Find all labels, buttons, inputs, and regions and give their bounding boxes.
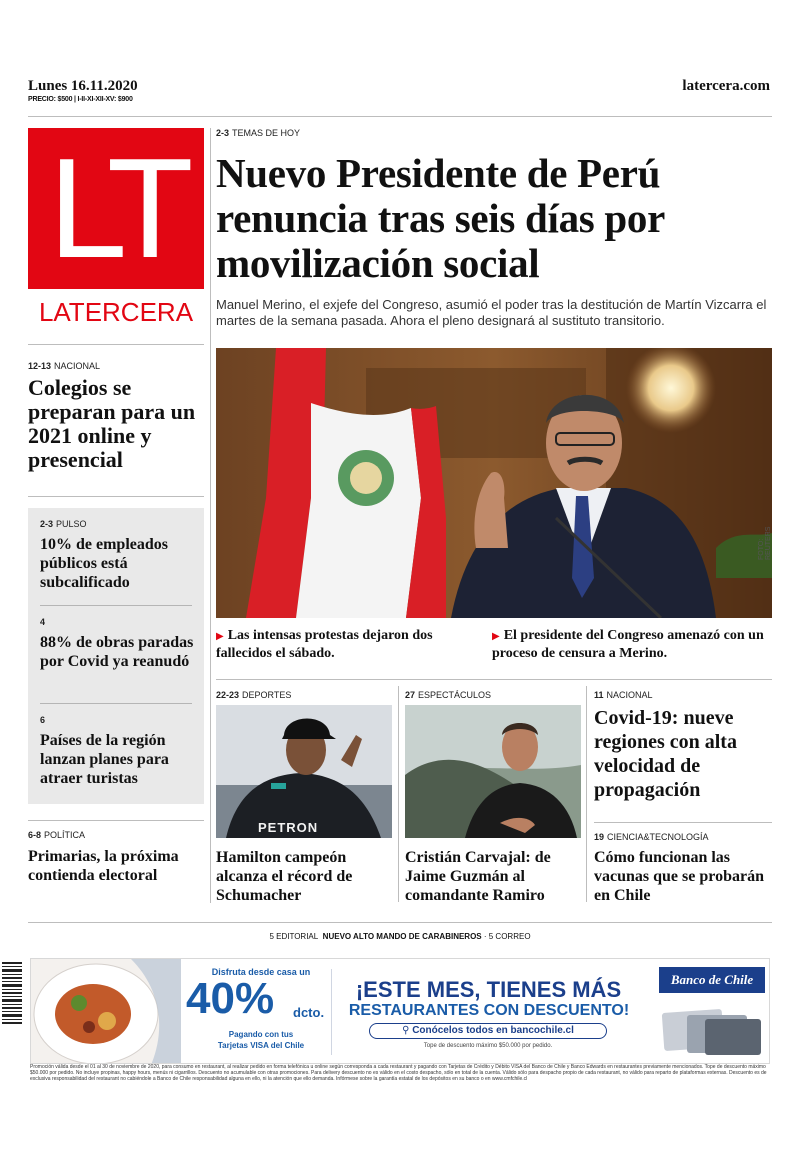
bank-logo[interactable]: Banco de Chile — [659, 967, 765, 993]
vaccines-headline[interactable]: Cómo funcionan las vacunas que se probarán en Chile — [594, 849, 764, 904]
website-link[interactable]: latercera.com — [682, 78, 770, 94]
ad-dcto: dcto. — [293, 1005, 325, 1020]
pulso-rule-2 — [40, 703, 192, 704]
pulso-kicker-3: 6 — [40, 715, 46, 725]
lower-divider-1 — [398, 686, 399, 902]
left-rule-2 — [28, 496, 204, 497]
lead-bullet-2[interactable]: ▶ El presidente del Congreso amenazó con un proceso de censura a Merino. — [492, 628, 764, 661]
entertainment-headline[interactable]: Cristián Carvajal: de Jaime Guzmán al comandante Ramiro — [405, 849, 551, 904]
left-top-kicker: 12-13 NACIONAL — [28, 361, 101, 371]
logo-wordmark: LATERCERA — [38, 297, 194, 327]
left-bottom-kicker: 6-8 POLÍTICA — [28, 830, 86, 840]
hamilton-image — [216, 705, 392, 838]
pulso-headline-2[interactable]: 88% de obras paradas por Covid ya reanudó — [40, 634, 194, 670]
photo-credit: FOTO: REUTERS — [758, 526, 772, 560]
lower-divider-2 — [586, 686, 587, 902]
national-kicker: 11 NACIONAL — [594, 690, 653, 700]
bullet-triangle-icon: ▶ — [216, 631, 224, 642]
pulso-headline-1[interactable]: 10% de empleados públicos está subcalificado — [40, 536, 168, 591]
logo-letters: LT — [48, 129, 184, 288]
merino-speech-photo — [216, 348, 772, 618]
lead-photo[interactable] — [216, 348, 772, 618]
ad-fine-print: Promoción válida desde el 01 al 30 de noviembre de 2020, para consumo en restaurant, al realizar pedido en forma telefónica u online según corresponda a cada restaurant y pagando con Tarjetas de Crédito y Débito VISA del Banco de Chile y Banco Edwards en restaurantes previamente mencionados. Tope de descuento máximo $50.000 por pedido. No incluye propinas, happy hours, menús ni cigarrillos. Descuento no acumulable con otras promociones. Para delivery descuento no es válido en el costo despacho, sólo en total de la cuenta. Válido sólo para despacho propio de cada restaurant, no válido para reparto de plataformas externas. Descuento es de exclusiva responsabilidad del restaurant no cabiéndole a Banco de Chile responsabilidad alguna en ello, ni la atención que ello demanda. Infórmese sobre la garantía estatal de los depósitos en su banco o en www.cmfchile.cl — [30, 1064, 767, 1082]
bullet-triangle-icon: ▶ — [492, 631, 500, 642]
left-top-headline[interactable]: Colegios se preparan para un 2021 online y presencial — [28, 375, 196, 472]
ad-percent: 40% — [186, 974, 275, 1023]
sports-headline[interactable]: Hamilton campeón alcanza el récord de Schumacher — [216, 849, 353, 904]
ad-link-button[interactable]: ⚲ Conócelos todos en bancochile.cl — [369, 1023, 607, 1039]
sports-kicker: 22-23 DEPORTES — [216, 690, 292, 700]
ad-big-line-2: RESTAURANTES CON DESCUENTO! — [348, 1002, 630, 1019]
column-divider — [210, 128, 211, 903]
lead-headline[interactable]: Nuevo Presidente de Perú renuncia tras seis días por movilización social — [216, 150, 665, 286]
hamilton-photo[interactable] — [216, 705, 392, 838]
ad-enjoy: Disfruta desde casa un — [211, 967, 311, 977]
lead-bullet-1[interactable]: ▶ Las intensas protestas dejaron dos fallecidos el sábado. — [216, 628, 433, 661]
credit-cards-image — [659, 1003, 765, 1059]
search-icon: ⚲ — [402, 1025, 410, 1036]
left-rule-3 — [28, 820, 204, 821]
lead-summary: Manuel Merino, el exjefe del Congreso, asumió el poder tras la destitución de Martín Vizcarra el martes de la semana pasada. Ahora el pleno designará al sustituto transitorio. — [216, 297, 767, 328]
petronas-logo: PETRON — [258, 820, 319, 835]
covid-headline[interactable]: Covid-19: nueve regiones con alta velocidad de propagación — [594, 707, 737, 801]
pulso-kicker-1: 2-3 PULSO — [40, 519, 87, 529]
bottom-strip[interactable]: 5 EDITORIAL NUEVO ALTO MANDO DE CARABINEROS · 5 CORREO — [269, 932, 531, 941]
bottom-rule — [28, 922, 772, 923]
left-rule-top — [28, 344, 204, 345]
pulso-rule-1 — [40, 605, 192, 606]
lower-rule — [216, 679, 772, 680]
left-bottom-headline[interactable]: Primarias, la próxima contienda electoral — [28, 848, 179, 884]
lead-kicker: 2-3 TEMAS DE HOY — [216, 128, 301, 138]
logo[interactable] — [28, 128, 204, 289]
masthead-rule — [28, 116, 772, 117]
entertainment-kicker: 27 ESPECTÁCULOS — [405, 690, 492, 700]
pulso-kicker-2: 4 — [40, 617, 46, 627]
ad-cards: Tarjetas VISA del Chile — [217, 1041, 305, 1050]
price-line: PRECIO: $500 | I-II-XI-XII-XV: $900 — [28, 96, 133, 103]
edition-date: Lunes 16.11.2020 — [28, 78, 138, 94]
right-lower-rule — [594, 822, 772, 823]
carvajal-photo[interactable] — [405, 705, 581, 838]
ad-big-line-1: ¡ESTE MES, TIENES MÁS — [355, 977, 622, 1002]
ad-cap: Tope de descuento máximo $50.000 por pedido. — [423, 1043, 553, 1049]
pulso-headline-3[interactable]: Países de la región lanzan planes para atraer turistas — [40, 732, 169, 787]
carvajal-image — [405, 705, 581, 838]
science-kicker: 19 CIENCIA&TECNOLOGÍA — [594, 832, 709, 842]
bank-ad[interactable] — [30, 958, 770, 1064]
barcode-icon — [2, 962, 22, 1026]
ad-paying: Pagando con tus — [228, 1030, 294, 1039]
food-plate-image — [31, 959, 181, 1064]
